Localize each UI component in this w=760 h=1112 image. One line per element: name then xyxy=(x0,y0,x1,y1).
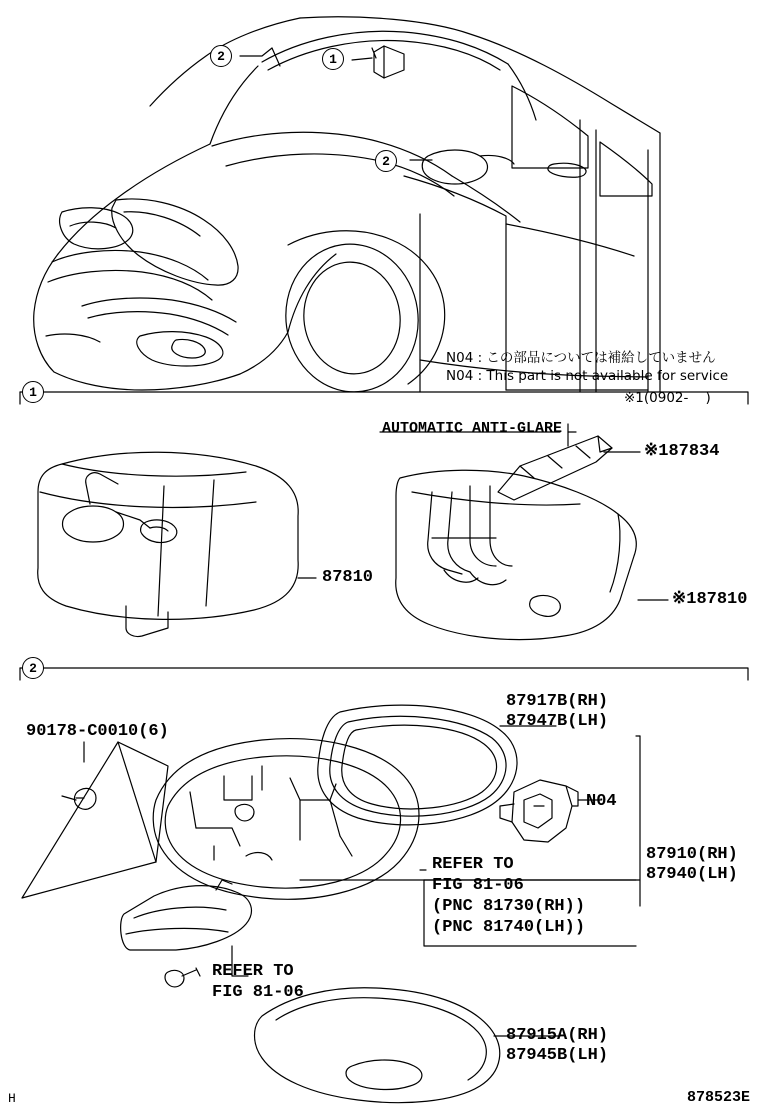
part-87810-left: 87810 xyxy=(322,568,374,587)
part-187834: ※187834 xyxy=(644,442,720,461)
vehicle-illustration xyxy=(34,17,660,401)
part-187810-right: ※187810 xyxy=(672,590,748,609)
part-87910-rh: 87910(RH) xyxy=(646,845,738,864)
section-number-2: 2 xyxy=(22,657,44,679)
refer-box-line4: (PNC 81740(LH)) xyxy=(432,918,586,937)
callout-1-top: 1 xyxy=(322,48,344,70)
note-n04-jp: N04 : この部品については補給していません xyxy=(446,350,716,366)
note-date: ※1(0902- ) xyxy=(624,390,711,406)
part-n04: N04 xyxy=(586,792,617,811)
refer-box-line2: FIG 81-06 xyxy=(432,876,524,895)
heading-automatic-anti-glare: AUTOMATIC ANTI-GLARE xyxy=(382,420,563,437)
refer-small-line1: REFER TO xyxy=(212,962,294,981)
part-87915a-rh: 87915A(RH) xyxy=(506,1026,609,1045)
footer-right-code: 878523E xyxy=(686,1089,750,1106)
section1-illustration xyxy=(38,424,668,640)
section-number-1: 1 xyxy=(22,381,44,403)
callout-2-mirror: 2 xyxy=(375,150,397,172)
part-87917b-rh: 87917B(RH) xyxy=(506,692,609,711)
refer-box-line3: (PNC 81730(RH)) xyxy=(432,897,586,916)
part-90178-c0010: 90178-C0010(6) xyxy=(26,722,169,741)
refer-small-line2: FIG 81-06 xyxy=(212,983,304,1002)
part-87945b-lh: 87945B(LH) xyxy=(506,1046,609,1065)
section-2-divider xyxy=(20,668,748,680)
part-87940-lh: 87940(LH) xyxy=(646,865,738,884)
footer-left-code: H xyxy=(8,1091,16,1106)
note-n04-en: N04 : This part is not available for service xyxy=(446,368,729,384)
part-87947b-lh: 87947B(LH) xyxy=(506,712,609,731)
refer-box-line1: REFER TO xyxy=(432,855,514,874)
callout-2-left: 2 xyxy=(210,45,232,67)
